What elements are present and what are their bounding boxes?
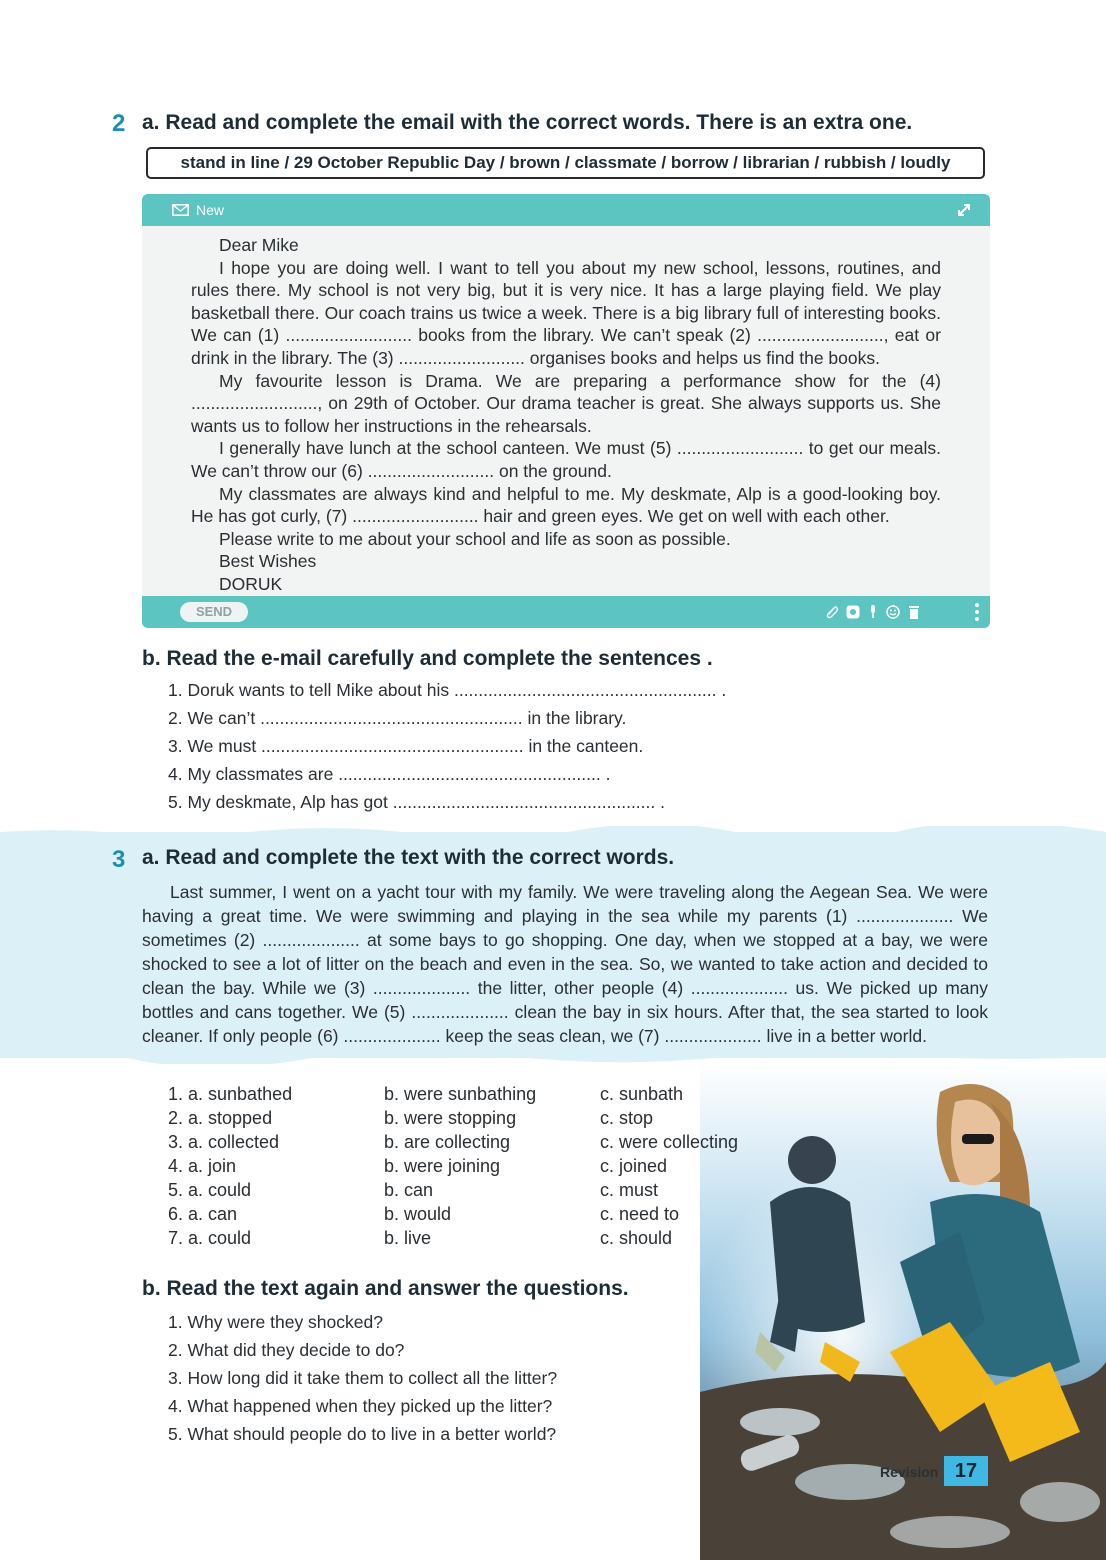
exercise-2b-title: b. Read the e-mail carefully and complete the sentences . — [142, 647, 713, 670]
option-c: c. need to — [600, 1204, 680, 1224]
torn-paper-edge-icon — [0, 826, 1106, 838]
email-footer — [142, 596, 990, 628]
options-column-a — [168, 1082, 292, 1250]
option-c: c. must — [600, 1180, 659, 1200]
exercise-3-title: a. Read and complete the text with the correct words. — [142, 846, 675, 869]
option-b: b. were stopping — [384, 1108, 517, 1128]
email-paragraph: My favourite lesson is Drama. We are preparing a performance show for the (4) .........................., on 29th of October. Our drama teacher is great. She always supports us. She wants us to follow her instructions in the rehearsals. — [191, 370, 941, 436]
option-a: 7. a. could — [168, 1228, 252, 1248]
exercise-2-number: 2 — [112, 110, 126, 137]
envelope-icon — [172, 204, 189, 216]
send-button[interactable]: SEND — [180, 602, 248, 622]
option-c: c. joined — [600, 1156, 668, 1176]
exercise-2b-list — [168, 676, 726, 816]
exercise-3b-title: b. Read the text again and answer the questions. — [142, 1277, 629, 1300]
list-item: 2. We can’t ...................................................... in the library. — [168, 708, 627, 728]
option-a: 5. a. could — [168, 1180, 252, 1200]
option-a: 4. a. join — [168, 1156, 237, 1176]
option-b: b. were joining — [384, 1156, 501, 1176]
question-item: 3. How long did it take them to collect all the litter? — [168, 1368, 558, 1388]
option-c: c. sunbath — [600, 1084, 684, 1104]
paperclip-icon[interactable] — [826, 605, 838, 619]
more-options-icon[interactable] — [974, 602, 980, 622]
email-paragraph: My classmates are always kind and helpful to me. My deskmate, Alp is a good-looking boy. He has got curly, (7) .......................... hair and green eyes. We get on well with each other. — [191, 483, 941, 527]
email-window — [142, 194, 990, 628]
word-box: stand in line / 29 October Republic Day / brown / classmate / borrow / librarian / rubbish / loudly — [146, 147, 985, 179]
option-c: c. should — [600, 1228, 673, 1248]
section-label: Revision — [880, 1464, 939, 1480]
expand-icon[interactable] — [956, 202, 972, 218]
option-a: 1. a. sunbathed — [168, 1084, 293, 1104]
microphone-icon[interactable] — [868, 605, 878, 619]
email-paragraph: I hope you are doing well. I want to tell you about my new school, lessons, routines, and rules there. My school is not very big, but it is very nice. It has a large playing field. We play basketball there. Our coach trains us twice a week. There is a big library full of interesting books. We can (1) .......................... books from the library. We can’t speak (2) .........................., eat or drink in the library. The (3) .......................... organises books and helps us find the books. — [191, 257, 941, 368]
story-paragraph: Last summer, I went on a yacht tour with my family. We were traveling along the Aegean Sea. We were having a great time. We were swimming and playing in the sea while my parents (1) .................... We sometimes (2) .................... at some bays to go shopping. One day, when we stopped at a bay, we were shocked to see a lot of litter on the beach and even in the sea. So, we wanted to take action and decided to clean the bay. While we (3) .................... the litter, other people (4) .................... us. We picked up many bottles and cans together. We (5) .................... clean the bay in six hours. After that, the sea started to look cleaner. If only people (6) .................... keep the seas clean, we (7) .................... live in a better world. — [142, 882, 988, 1046]
page-number: 17 — [944, 1456, 988, 1486]
camera-icon[interactable] — [846, 605, 860, 619]
trash-icon[interactable] — [908, 605, 920, 619]
question-item: 1. Why were they shocked? — [168, 1312, 383, 1332]
option-c: c. were collecting — [600, 1132, 739, 1152]
option-c: c. stop — [600, 1108, 654, 1128]
option-b: b. were sunbathing — [384, 1084, 537, 1104]
email-header-label: New — [196, 202, 225, 218]
email-closing: Best Wishes — [219, 551, 317, 572]
email-greeting: Dear Mike — [219, 235, 299, 255]
option-a: 6. a. can — [168, 1204, 238, 1224]
options-column-b — [384, 1082, 536, 1250]
email-signature: DORUK — [219, 573, 283, 594]
beach-cleanup-photo — [700, 1062, 1106, 1560]
list-item: 3. We must ...................................................... in the canteen. — [168, 736, 644, 756]
option-b: b. live — [384, 1228, 432, 1248]
email-body — [191, 234, 941, 596]
email-header — [142, 194, 990, 226]
exercise-3-text — [142, 880, 988, 1048]
list-item: 1. Doruk wants to tell Mike about his ...................................................... . — [168, 680, 727, 700]
options-column-c — [600, 1082, 738, 1250]
exercise-3-number: 3 — [112, 846, 126, 873]
emoji-icon[interactable] — [886, 605, 900, 619]
option-a: 2. a. stopped — [168, 1108, 273, 1128]
question-item: 5. What should people do to live in a better world? — [168, 1424, 557, 1444]
list-item: 5. My deskmate, Alp has got ...................................................... . — [168, 792, 665, 812]
question-item: 2. What did they decide to do? — [168, 1340, 405, 1360]
option-b: b. are collecting — [384, 1132, 511, 1152]
option-b: b. would — [384, 1204, 452, 1224]
option-b: b. can — [384, 1180, 434, 1200]
list-item: 4. My classmates are ...................................................... . — [168, 764, 611, 784]
option-a: 3. a. collected — [168, 1132, 280, 1152]
exercise-3b-questions — [168, 1308, 557, 1448]
email-paragraph: I generally have lunch at the school canteen. We must (5) .......................... to get our meals. We can’t throw our (6) .......................... on the ground. — [191, 438, 941, 481]
email-paragraph: Please write to me about your school and life as soon as possible. — [219, 528, 731, 549]
question-item: 4. What happened when they picked up the litter? — [168, 1396, 553, 1416]
exercise-2-title: a. Read and complete the email with the correct words. There is an extra one. — [142, 111, 913, 134]
